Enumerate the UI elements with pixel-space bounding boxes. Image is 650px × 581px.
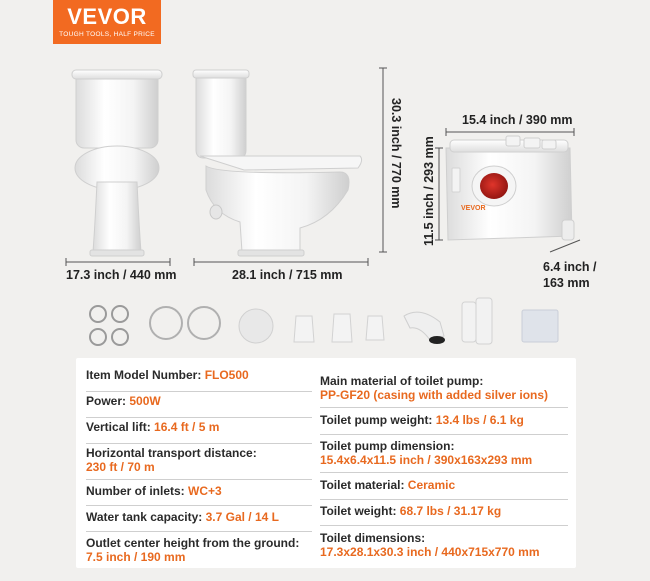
spec-label: Water tank capacity: xyxy=(86,510,206,524)
spec-value: 68.7 lbs / 31.17 kg xyxy=(399,504,502,518)
spec-model xyxy=(86,368,312,392)
spec-power xyxy=(86,394,312,418)
spec-label: Horizontal transport distance: xyxy=(86,446,257,460)
spec-label: Toilet dimensions: xyxy=(320,531,426,545)
macerator-pump xyxy=(446,136,574,240)
spec-tank-capacity xyxy=(86,510,312,532)
dim-pump-width: 15.4 inch / 390 mm xyxy=(462,113,573,127)
spec-vertical-lift xyxy=(86,420,312,444)
spec-inlets xyxy=(86,484,312,506)
dim-pump-depth-1: 6.4 inch / xyxy=(543,260,597,274)
spec-label: Main material of toilet pump: xyxy=(320,374,484,388)
spec-label: Toilet material: xyxy=(320,478,408,492)
spec-label: Toilet pump weight: xyxy=(320,413,436,427)
toilet-side-view xyxy=(193,70,362,256)
spec-value: 17.3x28.1x30.3 inch / 440x715x770 mm xyxy=(320,545,540,559)
spec-label: Toilet weight: xyxy=(320,504,400,518)
spec-label: Power: xyxy=(86,394,130,408)
spec-table xyxy=(76,358,576,568)
spec-label: Number of inlets: xyxy=(86,484,189,498)
accessories-row xyxy=(90,298,558,345)
spec-value: 500W xyxy=(129,394,161,408)
dim-toilet-width: 17.3 inch / 440 mm xyxy=(66,268,177,282)
elbow-connector xyxy=(404,312,445,344)
spec-toilet-weight xyxy=(320,504,568,526)
spec-pump-dimension xyxy=(320,439,568,473)
brand-tagline: TOUGH TOOLS, HALF PRICE xyxy=(59,31,155,38)
spec-label: Item Model Number: xyxy=(86,368,205,382)
spec-label: Outlet center height from the ground: xyxy=(86,536,300,550)
spec-value: FLO500 xyxy=(204,368,249,382)
dim-toilet-height: 30.3 inch / 770 mm xyxy=(389,98,403,209)
dim-pump-height: 11.5 inch / 293 mm xyxy=(422,136,436,246)
spec-value: Ceramic xyxy=(407,478,456,492)
brand-name: VEVOR xyxy=(67,4,147,29)
spec-horizontal-distance xyxy=(86,446,312,480)
pump-logo: VEVOR xyxy=(461,205,486,212)
hose-clamps-small xyxy=(90,306,128,345)
spec-value: 13.4 lbs / 6.1 kg xyxy=(435,413,524,427)
dim-pump-depth-2: 163 mm xyxy=(543,276,590,290)
spec-value: WC+3 xyxy=(188,484,222,498)
filter-cartridge xyxy=(522,310,558,342)
spec-value: 16.4 ft / 5 m xyxy=(154,420,220,434)
spec-outlet-height xyxy=(86,536,326,566)
hose-clamps-large xyxy=(150,307,220,339)
seal-disc xyxy=(239,309,273,343)
rubber-connectors xyxy=(294,314,384,342)
spec-pump-material xyxy=(320,374,568,408)
dim-toilet-depth: 28.1 inch / 715 mm xyxy=(232,268,343,282)
spec-value: 15.4x6.4x11.5 inch / 390x163x293 mm xyxy=(320,453,533,467)
spec-toilet-material xyxy=(320,478,568,500)
spec-toilet-dimensions xyxy=(320,531,568,563)
spec-value: 3.7 Gal / 14 L xyxy=(205,510,279,524)
spec-pump-weight xyxy=(320,413,568,435)
spec-value: 230 ft / 70 m xyxy=(86,460,155,474)
spec-label: Toilet pump dimension: xyxy=(320,439,455,453)
toilet-front-view xyxy=(72,70,162,256)
spec-value: PP-GF20 (casing with added silver ions) xyxy=(320,388,549,402)
spec-value: 7.5 inch / 190 mm xyxy=(86,550,186,564)
spec-label: Vertical lift: xyxy=(86,420,155,434)
corrugated-hose xyxy=(462,298,492,344)
